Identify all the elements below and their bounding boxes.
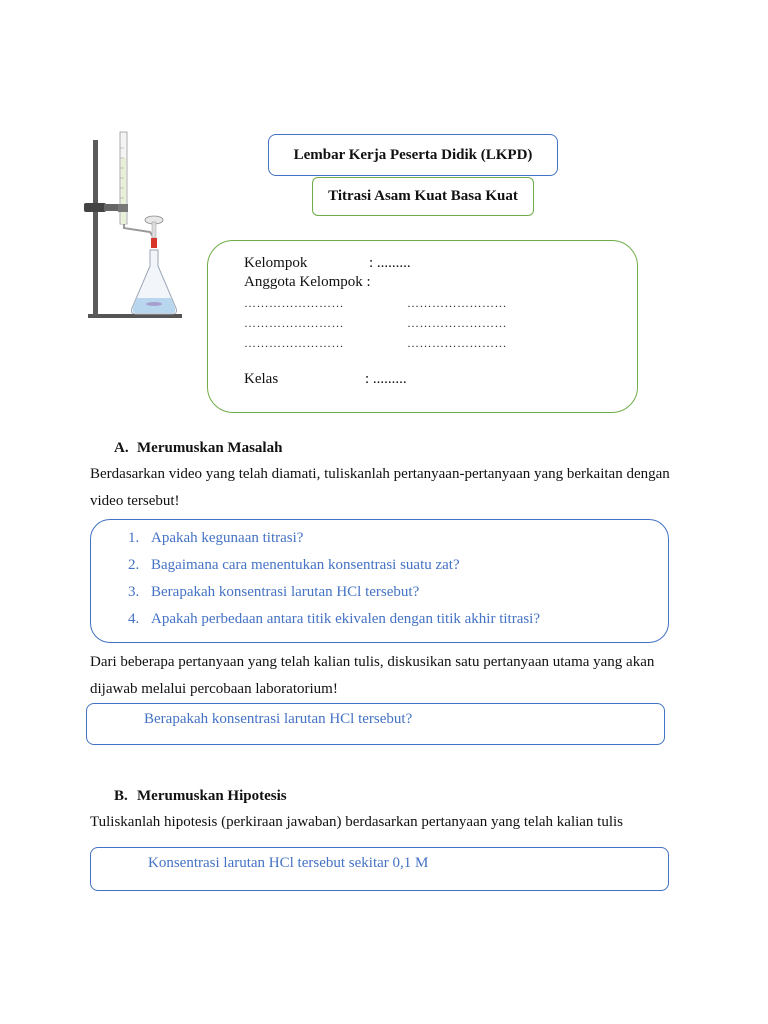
topic-subtitle-box [312, 177, 534, 216]
anggota-label: Anggota Kelompok : [244, 274, 371, 290]
member-line-4[interactable]: …………………… [407, 316, 507, 330]
kelas-label: Kelas [244, 371, 279, 387]
main-question-text: Berapakah konsentrasi larutan HCl tersebut? [144, 711, 413, 727]
discussion-line-2: dijawab melalui percobaan laboratorium! [90, 681, 338, 697]
member-line-2[interactable]: …………………… [407, 296, 507, 310]
section-a-heading [114, 440, 282, 457]
section-b-letter: B. [114, 788, 128, 804]
delivery-tube [124, 224, 154, 238]
question-number: 3. [128, 584, 140, 600]
section-a-instruction [90, 461, 710, 515]
question-number: 1. [128, 530, 140, 546]
questions-list [128, 525, 540, 633]
section-a-title: Merumuskan Masalah [137, 440, 283, 456]
member-line-3[interactable]: …………………… [244, 316, 344, 330]
stopper [151, 238, 157, 248]
question-text: Apakah perbedaan antara titik ekivalen dengan titik akhir titrasi? [151, 611, 541, 627]
kelompok-label: Kelompok [244, 255, 308, 271]
question-number: 2. [128, 557, 140, 573]
member-line-1[interactable]: …………………… [244, 296, 344, 310]
list-item [128, 579, 540, 606]
kelas-value[interactable]: : ......... [365, 371, 407, 387]
section-b-heading [114, 788, 287, 805]
stand-base [88, 314, 182, 318]
stopcock-stem [152, 222, 156, 238]
hypothesis-text: Konsentrasi larutan HCl tersebut sekitar 0,1 M [148, 855, 429, 871]
titration-apparatus-illustration [80, 128, 190, 323]
discussion-instruction [90, 649, 710, 703]
stand-rod [93, 140, 98, 316]
section-a-letter: A. [114, 440, 129, 456]
question-number: 4. [128, 611, 140, 627]
stir-bar [146, 302, 162, 306]
section-b-title: Merumuskan Hipotesis [137, 788, 287, 804]
lkpd-title-box [268, 134, 558, 176]
question-text: Bagaimana cara menentukan konsentrasi suatu zat? [151, 557, 460, 573]
page-title: Lembar Kerja Peserta Didik (LKPD) [293, 146, 533, 163]
list-item [128, 552, 540, 579]
burette-clamp [118, 204, 128, 212]
member-line-5[interactable]: …………………… [244, 336, 344, 350]
question-text: Berapakah konsentrasi larutan HCl tersebut? [151, 584, 420, 600]
discussion-line-1: Dari beberapa pertanyaan yang telah kalian tulis, diskusikan satu pertanyaan utama yang akan [90, 654, 655, 670]
kelompok-value[interactable]: : ......... [369, 255, 411, 271]
member-line-6[interactable]: …………………… [407, 336, 507, 350]
question-text: Apakah kegunaan titrasi? [151, 530, 304, 546]
section-b-instruction: Tuliskanlah hipotesis (perkiraan jawaban) berdasarkan pertanyaan yang telah kalian tulis [90, 814, 624, 830]
section-a-instruction-line-2: video tersebut! [90, 493, 180, 509]
page-subtitle: Titrasi Asam Kuat Basa Kuat [328, 188, 518, 204]
clamp-left [84, 203, 106, 212]
list-item [128, 525, 540, 552]
list-item [128, 606, 540, 633]
section-a-instruction-line-1: Berdasarkan video yang telah diamati, tuliskanlah pertanyaan-pertanyaan yang berkaitan dengan [90, 466, 670, 482]
